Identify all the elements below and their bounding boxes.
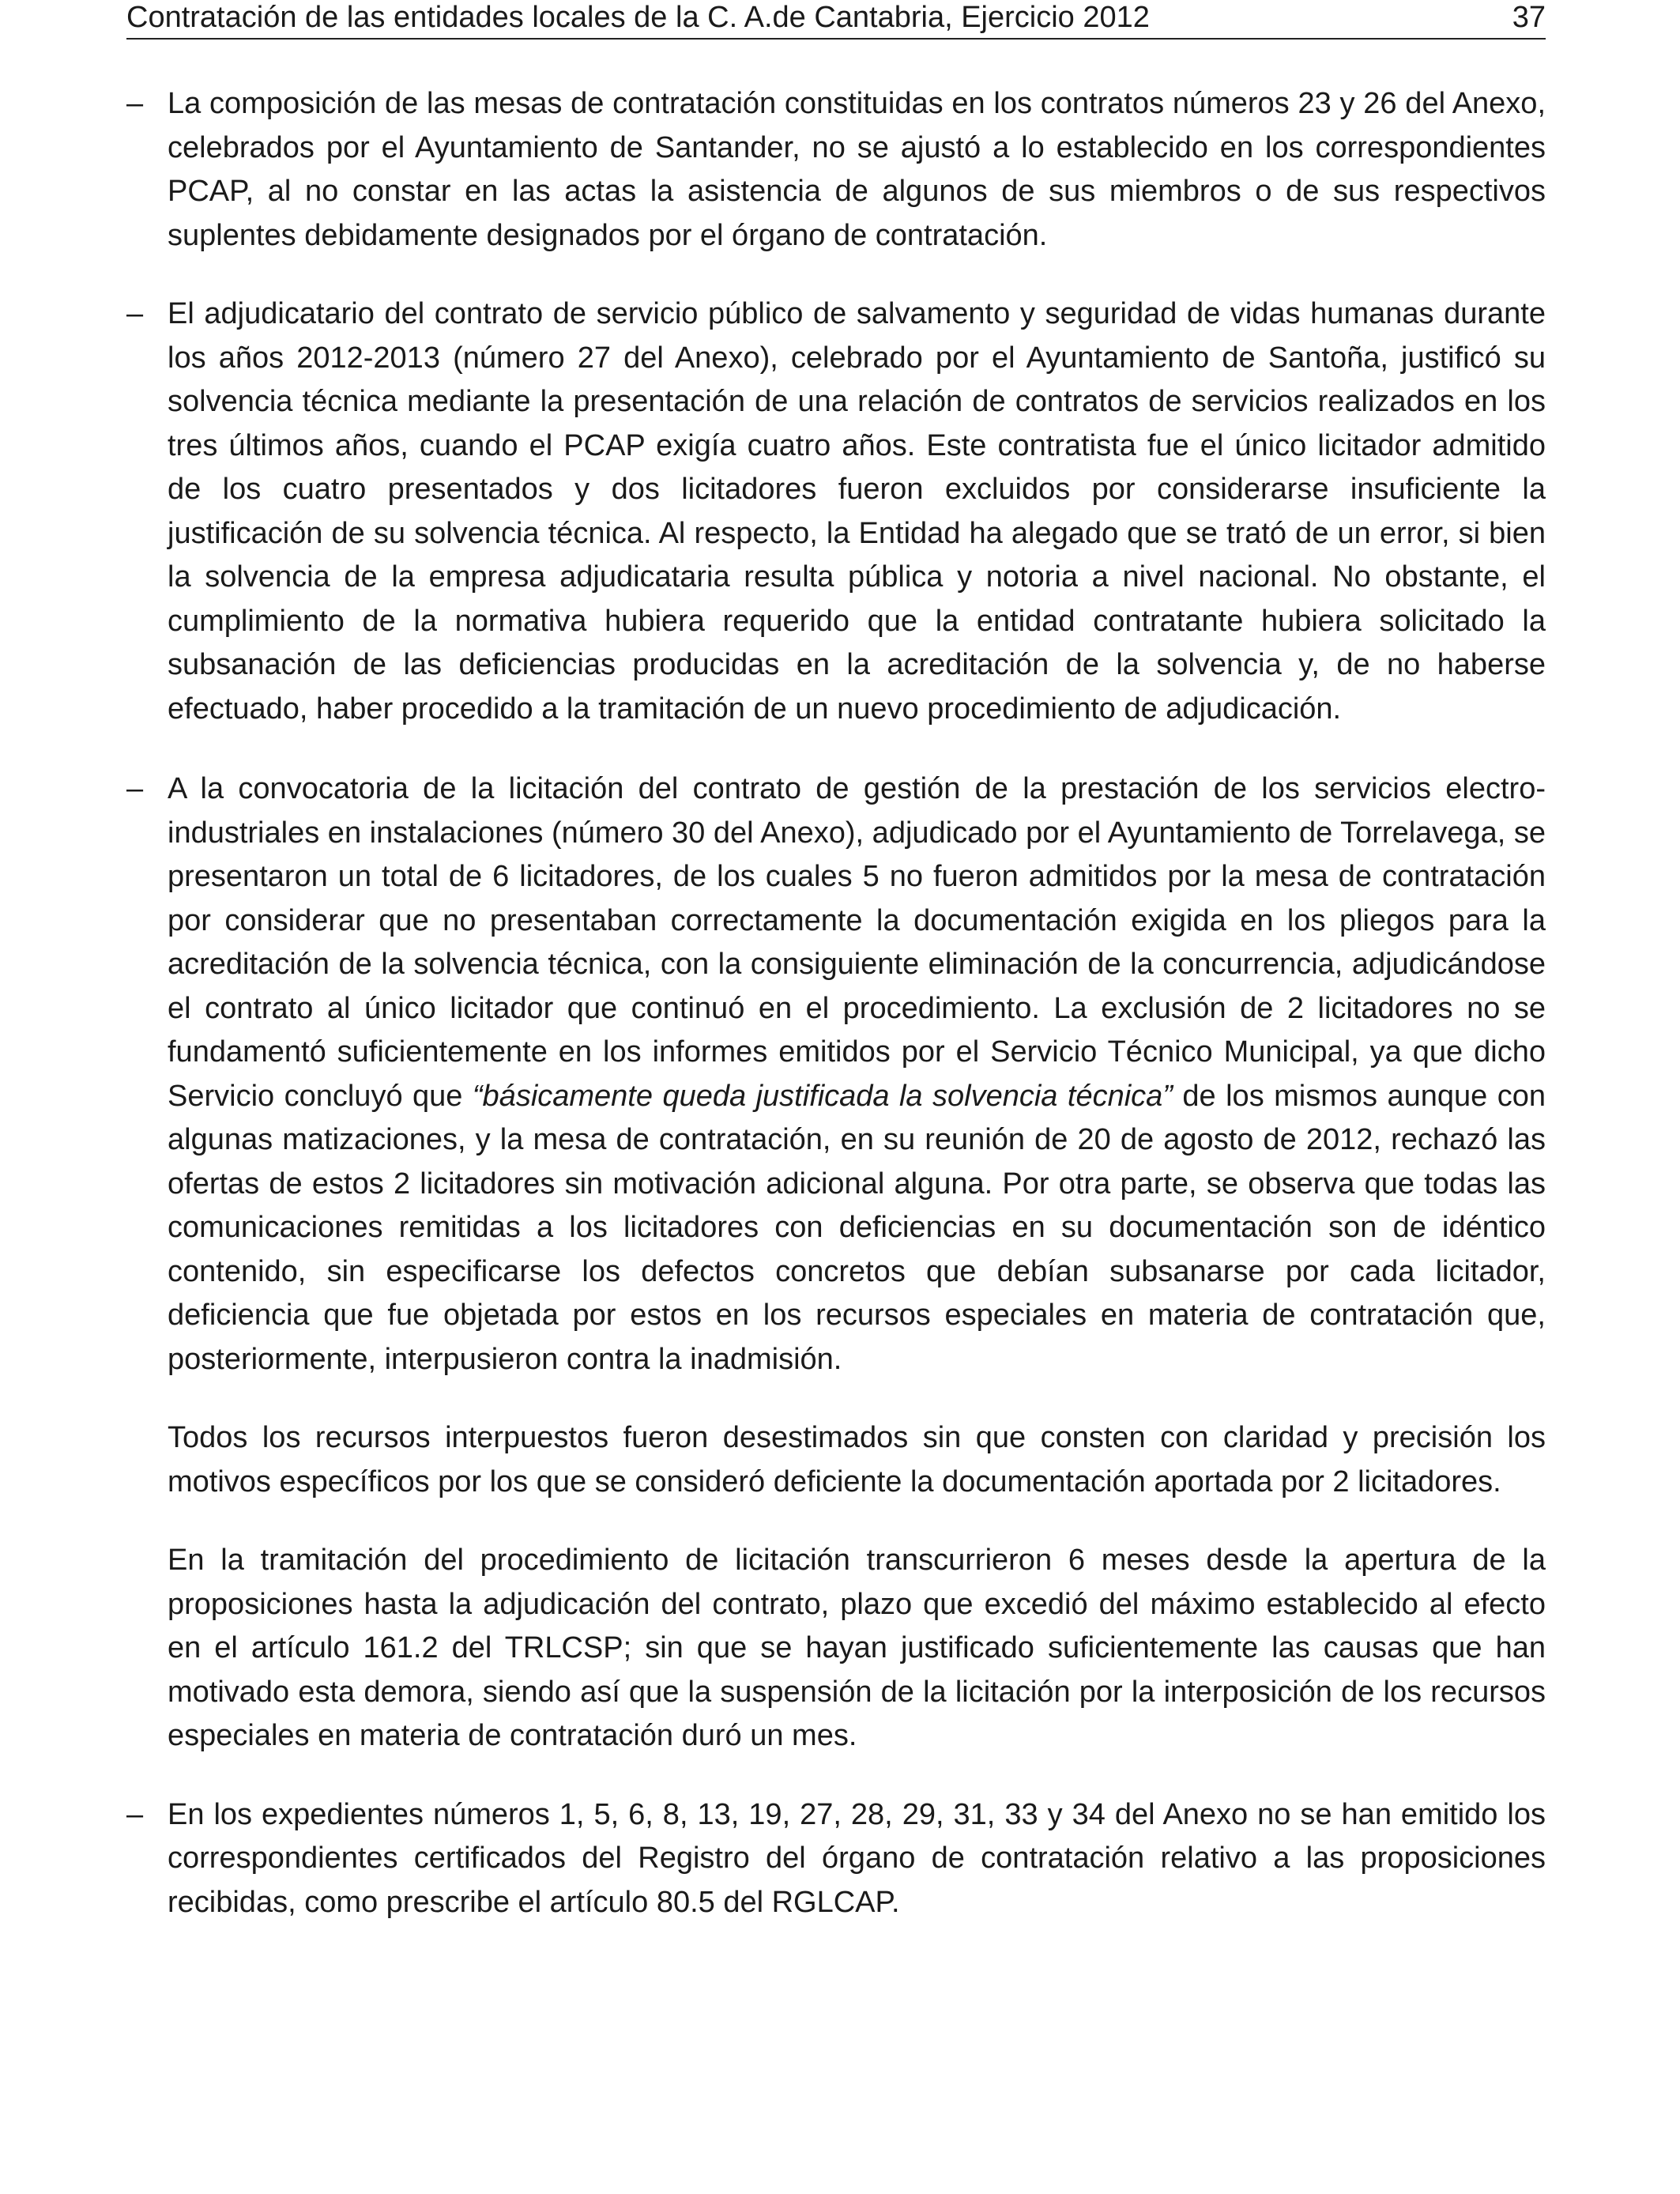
bullet-item-torrelavega <box>126 767 1546 1382</box>
paragraph-expedientes: En los expedientes números 1, 5, 6, 8, 13, 19, 27, 28, 29, 31, 33 y 34 del Anexo no se han emitido los correspondientes certificados del Registro del órgano de contratación relativo a las proposiciones recibidas, como prescribe el artículo 80.5 del RGLCAP. <box>168 1797 1546 1919</box>
bullet-item-expedientes <box>126 1793 1546 1925</box>
dash-bullet: – <box>126 297 144 330</box>
dash-bullet: – <box>126 1797 144 1831</box>
paragraph-torrelavega <box>168 767 1546 1382</box>
bullet-item-mesas <box>126 82 1546 258</box>
bullet-item-santona <box>126 292 1546 731</box>
dash-bullet: – <box>126 772 144 805</box>
document-body <box>126 82 1546 1924</box>
header-title: Contratación de las entidades locales de la C. A.de Cantabria, Ejercicio 2012 <box>126 1 1150 34</box>
paragraph-tramitacion: En la tramitación del procedimiento de licitación transcurrieron 6 meses desde la apertura de la proposiciones hasta la adjudicación del contrato, plazo que excedió del máximo establecido al efecto en el artículo 161.2 del TRLCSP; sin que se hayan justificado suficientemente las causas que han motivado esta demora, siendo así que la suspensión de la licitación por la interposición de los recursos especiales en materia de contratación duró un mes. <box>168 1544 1546 1752</box>
dash-bullet: – <box>126 87 144 120</box>
paragraph-torrelavega-part-2: de los mismos aunque con algunas matizaciones, y la mesa de contratación, en su reunión de 20 de agosto de 2012, rechazó las ofertas de estos 2 licitadores sin motivación adicional alguna. Por otra parte, se observa que todas las comunicaciones remitidas a los licitadores con deficiencias en su documentación son de idéntico contenido, sin especificarse los defectos concretos que debían subsanarse por cada licitador, deficiencia que fue objetada por estos en los recursos especiales en materia de contratación que, posteriormente, interpusieron contra la inadmisión. <box>168 1079 1546 1376</box>
paragraph-torrelavega-part-1: A la convocatoria de la licitación del contrato de gestión de la prestación de los servicios electro-industriales en instalaciones (número 30 del Anexo), adjudicado por el Ayuntamiento de Torrelavega, se presentaron un total de 6 licitadores, de los cuales 5 no fueron admitidos por la mesa de contratación por considerar que no presentaban correctamente la documentación exigida en los pliegos para la acreditación de la solvencia técnica, con la consiguiente eliminación de la concurrencia, adjudicándose el contrato al único licitador que continuó en el procedimiento. La exclusión de 2 licitadores no se fundamentó suficientemente en los informes emitidos por el Servicio Técnico Municipal, ya que dicho Servicio concluyó que <box>168 772 1546 1113</box>
page-number: 37 <box>1512 1 1546 34</box>
paragraph-mesas: La composición de las mesas de contratación constituidas en los contratos números 23 y 26 del Anexo, celebrados por el Ayuntamiento de Santander, no se ajustó a lo establecido en los correspondientes PCAP, al no constar en las actas la asistencia de algunos de sus miembros o de sus respectivos suplentes debidamente designados por el órgano de contratación. <box>168 87 1546 252</box>
paragraph-santona: El adjudicatario del contrato de servicio público de salvamento y seguridad de vidas humanas durante los años 2012-2013 (número 27 del Anexo), celebrado por el Ayuntamiento de Santoña, justificó su solvencia técnica mediante la presentación de una relación de contratos de servicios realizados en los tres últimos años, cuando el PCAP exigía cuatro años. Este contratista fue el único licitador admitido de los cuatro presentados y dos licitadores fueron excluidos por considerarse insuficiente la justificación de su solvencia técnica. Al respecto, la Entidad ha alegado que se trató de un error, si bien la solvencia de la empresa adjudicataria resulta pública y notoria a nivel nacional. No obstante, el cumplimiento de la normativa hubiera requerido que la entidad contratante hubiera solicitado la subsanación de las deficiencias producidas en la acreditación de la solvencia y, de no haberse efectuado, haber procedido a la tramitación de un nuevo procedimiento de adjudicación. <box>168 297 1546 726</box>
paragraph-recursos: Todos los recursos interpuestos fueron desestimados sin que consten con claridad y precisión los motivos específicos por los que se consideró deficiente la documentación aportada por 2 licitadores. <box>168 1421 1546 1498</box>
quoted-text: “básicamente queda justificada la solvencia técnica” <box>472 1079 1173 1113</box>
running-header <box>126 0 1546 40</box>
